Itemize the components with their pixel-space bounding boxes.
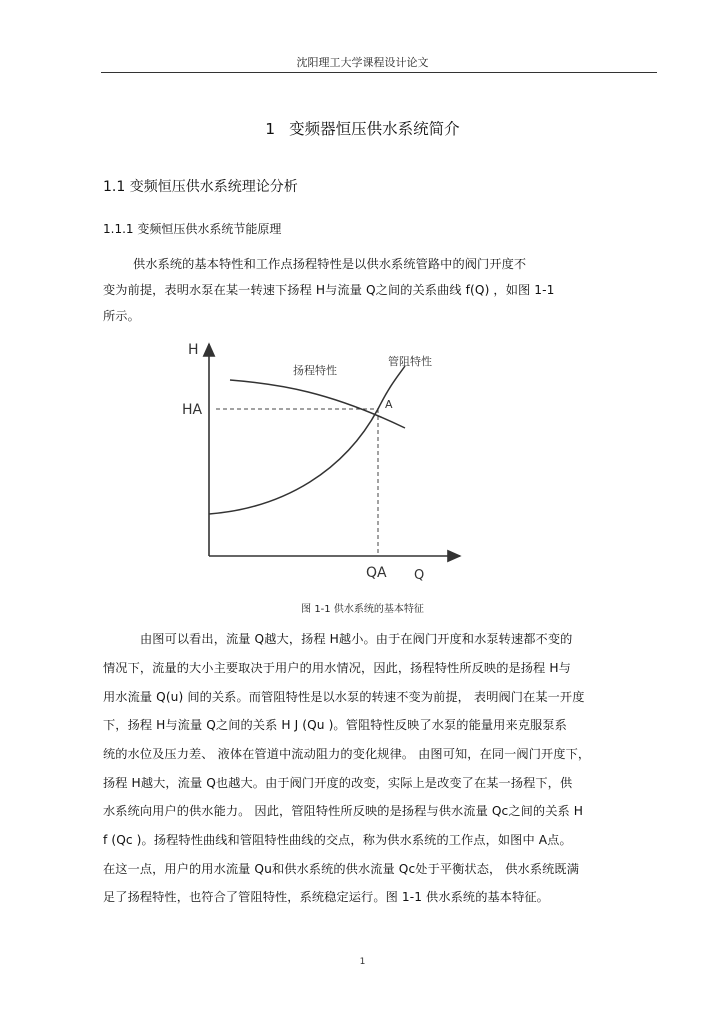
- subsection-title: 变频恒压供水系统节能原理: [137, 222, 282, 236]
- chapter-title: 变频器恒压供水系统简介: [289, 120, 460, 138]
- para1-line: 变为前提，表明水泵在某一转速下扬程 H与流量 Q之间的关系曲线 f(Q) ，如图 1-1: [103, 283, 555, 297]
- para2-line: 用水流量 Q(u) 间的关系。而管阻特性是以水泵的转速不变为前提， 表明阀门在某一开度: [103, 690, 585, 704]
- qa-label: QA: [366, 565, 387, 581]
- para2-line: f (Qc )。扬程特性曲线和管阻特性曲线的交点，称为供水系统的工作点，如图中 A点。: [103, 833, 572, 847]
- pipe-curve: [209, 366, 405, 514]
- figure-caption: 图 1-1 供水系统的基本特征: [301, 604, 424, 615]
- section-title: 变频恒压供水系统理论分析: [129, 179, 298, 195]
- point-a-label: A: [385, 398, 393, 411]
- pipe-curve-label: 管阻特性: [388, 355, 432, 368]
- x-axis-label: Q: [414, 568, 425, 583]
- para2-line: 下，扬程 H与流量 Q之间的关系 H J (Qu )。管阻特性反映了水泵的能量用来克服泵系: [103, 718, 567, 732]
- chapter-number: 1: [265, 120, 276, 138]
- para2-line: 扬程 H越大，流量 Q也越大。由于阀门开度的改变，实际上是改变了在某一扬程下，供: [103, 776, 573, 790]
- ha-label: HA: [182, 402, 203, 418]
- page-number: 1: [359, 957, 366, 967]
- para2-line: 足了扬程特性，也符合了管阻特性，系统稳定运行。图 1-1 供水系统的基本特征。: [103, 890, 549, 904]
- para2-line: 由图可以看出，流量 Q越大，扬程 H越小。由于在阀门开度和水泵转速都不变的: [140, 632, 573, 646]
- para1-line: 所示。: [103, 309, 140, 323]
- para1-line: 供水系统的基本特性和工作点扬程特性是以供水系统管路中的阀门开度不: [133, 257, 527, 271]
- para2-line: 统的水位及压力差、 液体在管道中流动阻力的变化规律。 由图可知，在同一阀门开度下，: [103, 747, 591, 761]
- head-curve: [230, 380, 405, 428]
- head-curve-label: 扬程特性: [293, 364, 337, 377]
- para2-line: 在这一点，用户的用水流量 Qu和供水系统的供水流量 Qc处于平衡状态， 供水系统既满: [103, 862, 579, 876]
- para2-line: 情况下，流量的大小主要取决于用户的用水情况，因此，扬程特性所反映的是扬程 H与: [103, 661, 571, 675]
- y-axis-label: H: [188, 342, 199, 358]
- page-header-title: 沈阳理工大学课程设计论文: [296, 56, 429, 69]
- subsection-number: 1.1.1: [103, 222, 134, 236]
- para2-line: 水系统向用户的供水能力。 因此，管阻特性所反映的是扬程与供水流量 Qc之间的关系 H: [103, 804, 584, 818]
- section-number: 1.1: [103, 179, 126, 195]
